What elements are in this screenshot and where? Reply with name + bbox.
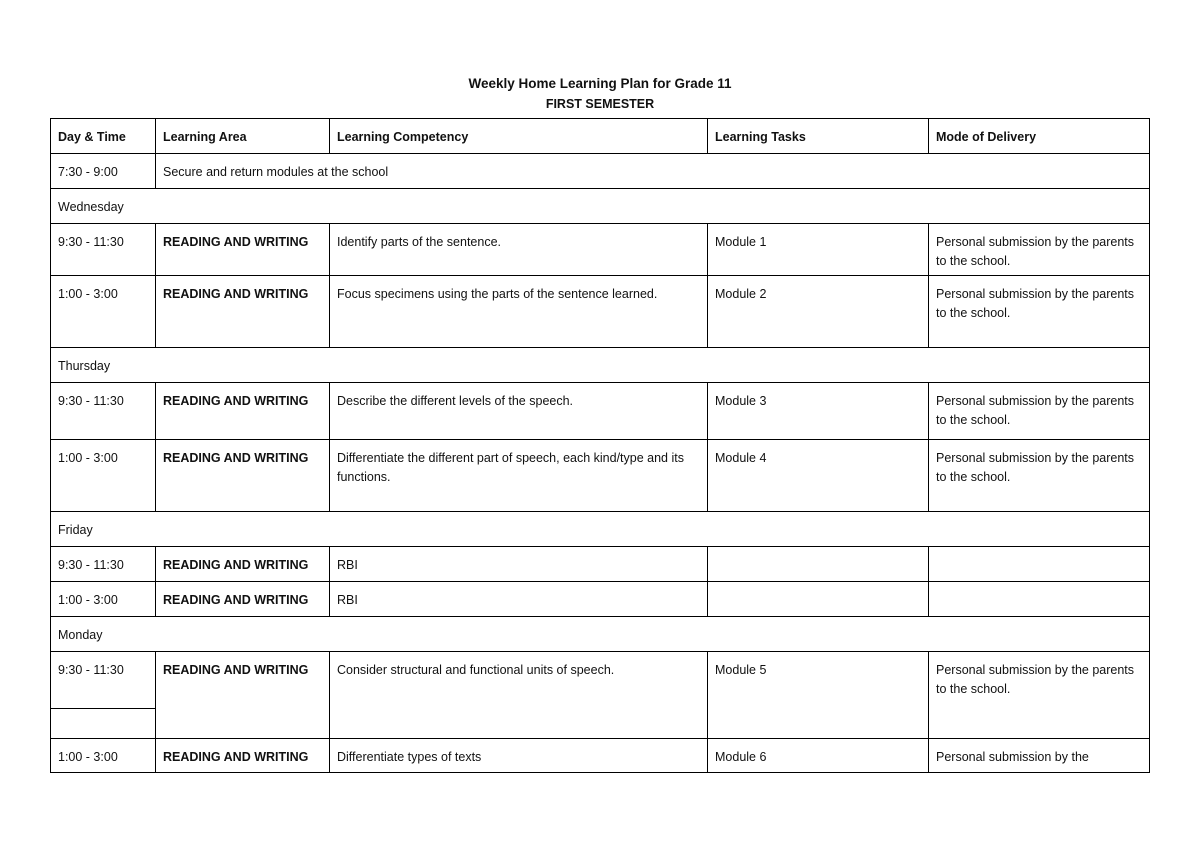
task-cell: Module 3 (708, 383, 929, 440)
competency-cell: Describe the different levels of the speech. (330, 383, 708, 440)
learning-area-cell: READING AND WRITING (156, 739, 330, 773)
learning-area-cell: READING AND WRITING (156, 383, 330, 440)
task-cell (708, 582, 929, 617)
table-row (51, 739, 1150, 773)
learning-area-cell: READING AND WRITING (156, 276, 330, 348)
learning-area-cell: READING AND WRITING (156, 547, 330, 582)
delivery-cell: Personal submission by the parents to the school. (929, 276, 1150, 348)
competency-cell: RBI (330, 547, 708, 582)
day-label: Wednesday (51, 189, 1150, 224)
table-row (51, 652, 1150, 709)
day-row-thursday (51, 348, 1150, 383)
time-cell: 1:00 - 3:00 (51, 739, 156, 773)
column-header-learning-tasks: Learning Tasks (708, 119, 929, 154)
table-row (51, 582, 1150, 617)
task-cell: Module 2 (708, 276, 929, 348)
time-cell: 9:30 - 11:30 (51, 383, 156, 440)
day-label: Friday (51, 512, 1150, 547)
learning-area-cell: READING AND WRITING (156, 582, 330, 617)
delivery-cell (929, 547, 1150, 582)
day-row-monday (51, 617, 1150, 652)
empty-time-cell (51, 709, 156, 739)
table-row (51, 440, 1150, 512)
table-row (51, 276, 1150, 348)
learning-area-cell: READING AND WRITING (156, 440, 330, 512)
competency-cell: Identify parts of the sentence. (330, 224, 708, 276)
competency-cell: Differentiate the different part of speech, each kind/type and its functions. (330, 440, 708, 512)
column-header-mode-of-delivery: Mode of Delivery (929, 119, 1150, 154)
delivery-cell (929, 582, 1150, 617)
intro-text-cell: Secure and return modules at the school (156, 154, 1150, 189)
document-subtitle: FIRST SEMESTER (545, 97, 655, 111)
time-cell: 9:30 - 11:30 (51, 652, 156, 709)
day-row-wednesday (51, 189, 1150, 224)
document-title: Weekly Home Learning Plan for Grade 11 (468, 76, 732, 91)
time-cell: 1:00 - 3:00 (51, 582, 156, 617)
time-cell: 1:00 - 3:00 (51, 440, 156, 512)
table-row (51, 224, 1150, 276)
day-label: Thursday (51, 348, 1150, 383)
task-cell: Module 5 (708, 652, 929, 739)
competency-cell: Consider structural and functional units of speech. (330, 652, 708, 739)
task-cell: Module 1 (708, 224, 929, 276)
learning-area-cell: READING AND WRITING (156, 652, 330, 739)
delivery-cell: Personal submission by the (929, 739, 1150, 773)
table-row (51, 383, 1150, 440)
task-cell: Module 4 (708, 440, 929, 512)
column-header-day-time: Day & Time (51, 119, 156, 154)
delivery-cell: Personal submission by the parents to the school. (929, 224, 1150, 276)
column-header-learning-area: Learning Area (156, 119, 330, 154)
competency-cell: Focus specimens using the parts of the sentence learned. (330, 276, 708, 348)
time-cell: 9:30 - 11:30 (51, 224, 156, 276)
competency-cell: RBI (330, 582, 708, 617)
delivery-cell: Personal submission by the parents to the school. (929, 383, 1150, 440)
learning-plan-table (50, 118, 1150, 773)
table-header-row (51, 119, 1150, 154)
task-cell (708, 547, 929, 582)
table-row (51, 154, 1150, 189)
column-header-learning-competency: Learning Competency (330, 119, 708, 154)
delivery-cell: Personal submission by the parents to the school. (929, 440, 1150, 512)
delivery-cell: Personal submission by the parents to the school. (929, 652, 1150, 739)
learning-area-cell: READING AND WRITING (156, 224, 330, 276)
day-label: Monday (51, 617, 1150, 652)
task-cell: Module 6 (708, 739, 929, 773)
competency-cell: Differentiate types of texts (330, 739, 708, 773)
time-cell: 7:30 - 9:00 (51, 154, 156, 189)
time-cell: 9:30 - 11:30 (51, 547, 156, 582)
table-row (51, 547, 1150, 582)
day-row-friday (51, 512, 1150, 547)
time-cell: 1:00 - 3:00 (51, 276, 156, 348)
